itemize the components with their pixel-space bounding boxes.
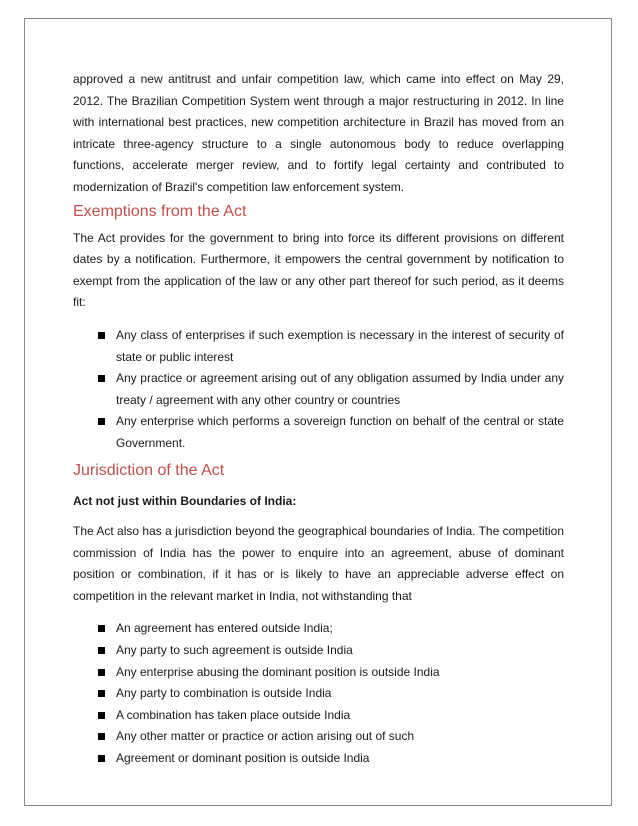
list-item (73, 683, 564, 705)
square-bullet-icon (98, 755, 105, 762)
list-item (73, 618, 564, 640)
list-item-text: Any enterprise abusing the dominant position is outside India (116, 664, 440, 679)
list-item-text: Any class of enterprises if such exemption is necessary in the interest of security of state or public interest (116, 327, 564, 364)
list-item-text: Any practice or agreement arising out of any obligation assumed by India under any treaty / agreement with any other country or countries (116, 371, 564, 407)
list-item (73, 411, 564, 454)
intro-paragraph: approved a new antitrust and unfair competition law, which came into effect on May 29, 2012. The Brazilian Competition System went through a major restructuring in 2012. In line with international best practices, new competition architecture in Brazil has moved from an intricate three-agency structure to a single autonomous body to reduce overlapping functions, accelerate merger review, and to fortify legal certainty and contributed to modernization of Brazil's competition law enforcement system. (73, 72, 564, 194)
jurisdiction-list (73, 618, 564, 769)
list-item-text: Any other matter or practice or action arising out of such (116, 729, 415, 744)
list-item-text: A combination has taken place outside India (116, 707, 351, 722)
list-item-text: Any party to combination is outside India (116, 686, 332, 701)
exemptions-list (73, 325, 564, 455)
square-bullet-icon (98, 690, 105, 697)
exemptions-heading: Exemptions from the Act (73, 202, 247, 220)
list-item (73, 705, 564, 727)
square-bullet-icon (98, 375, 105, 382)
list-item-text: Any enterprise which performs a sovereign function on behalf of the central or state Government. (116, 414, 564, 450)
list-item (73, 748, 564, 770)
square-bullet-icon (98, 669, 105, 676)
list-item (73, 662, 564, 684)
list-item-text: Any party to such agreement is outside India (116, 643, 353, 658)
exemptions-paragraph: The Act provides for the government to bring into force its different provisions on different dates by a notification. Furthermore, it empowers the central government by notification to exempt from the application of the law or any other part thereof for such period, as it deems fit: (73, 230, 564, 310)
list-item (73, 368, 564, 411)
square-bullet-icon (98, 418, 105, 425)
list-item (73, 325, 564, 368)
jurisdiction-heading: Jurisdiction of the Act (73, 461, 225, 479)
square-bullet-icon (98, 625, 105, 632)
list-item (73, 640, 564, 662)
square-bullet-icon (98, 733, 105, 740)
square-bullet-icon (98, 332, 105, 339)
list-item-text: An agreement has entered outside India; (116, 621, 333, 636)
list-item-text: Agreement or dominant position is outside India (116, 751, 370, 766)
list-item (73, 726, 564, 748)
jurisdiction-paragraph: The Act also has a jurisdiction beyond the geographical boundaries of India. The competition commission of India has the power to enquire into an agreement, abuse of dominant position or combination, if it has or is likely to have an appreciable adverse effect on competition in the relevant market in India, not withstanding that (73, 524, 564, 603)
jurisdiction-subheading: Act not just within Boundaries of India: (73, 493, 297, 508)
document-body (73, 69, 564, 770)
square-bullet-icon (98, 712, 105, 719)
square-bullet-icon (98, 647, 105, 654)
